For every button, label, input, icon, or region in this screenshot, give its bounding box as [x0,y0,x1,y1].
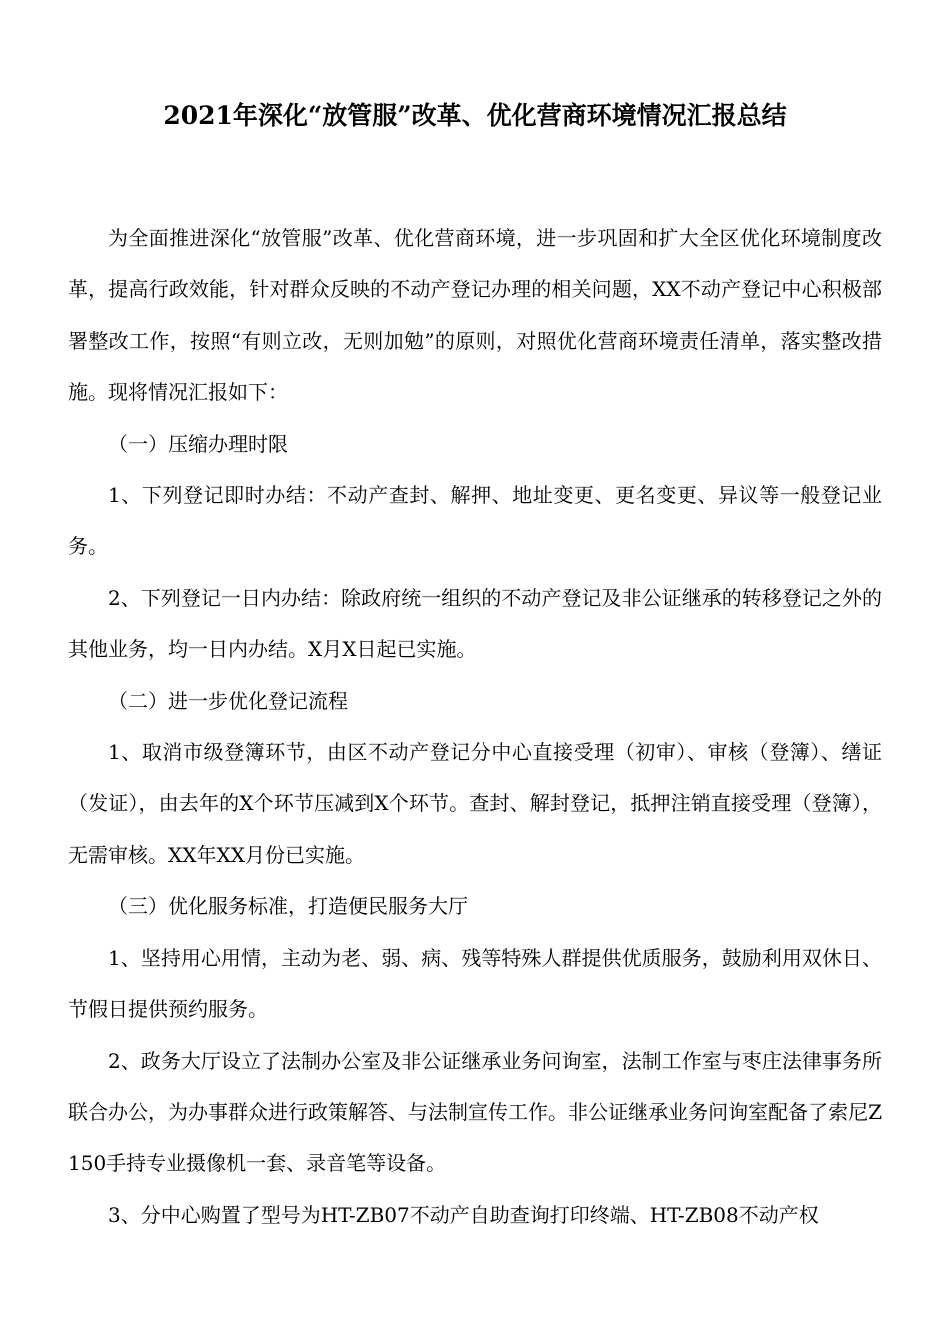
document-body [68,213,882,1241]
section-heading-2: （二）进一步优化登记流程 [108,688,348,713]
document-title: 2021年深化“放管服”改革、优化营商环境情况汇报总结 [163,101,787,130]
paragraph-3-3: 3、分中心购置了型号为HT-ZB07不动产自助查询打印终端、HT-ZB08不动产权 [108,1202,819,1227]
paragraph-1-2: 2、下列登记一日内办结：除政府统一组织的不动产登记及非公证继承的转移登记之外的其他业务，均一日内办结。X月X日起已实施。 [68,585,882,662]
section-heading-1: （一）压缩办理时限 [108,431,288,456]
section-heading-3: （三）优化服务标准，打造便民服务大厅 [108,894,468,919]
paragraph-1-1: 1、下列登记即时办结：不动产查封、解押、地址变更、更名变更、异议等一般登记业务。 [68,483,882,559]
paragraph-3-2: 2、政务大厅设立了法制办公室及非公证继承业务问询室，法制工作室与枣庄法律事务所联合办公，为办事群众进行政策解答、与法制宣传工作。非公证继承业务问询室配备了索尼Z150手持专业摄像机一套、录音笔等设备。 [68,1048,882,1176]
paragraph-2-1: 1、取消市级登簿环节，由区不动产登记分中心直接受理（初审）、审核（登簿）、缮证（发证），由去年的X个环节压减到X个环节。查封、解封登记，抵押注销直接受理（登簿），无需审核。XX年XX月份已实施。 [68,740,882,867]
intro-paragraph: 为全面推进深化“放管服”改革、优化营商环境，进一步巩固和扩大全区优化环境制度改革，提高行政效能，针对群众反映的不动产登记办理的相关问题，XX不动产登记中心积极部署整改工作，按照“有则立改，无则加勉”的原则，对照优化营商环境责任清单，落实整改措施。现将情况汇报如下： [68,226,882,405]
paragraph-3-1: 1、坚持用心用情，主动为老、弱、病、残等特殊人群提供优质服务，鼓励利用双休日、节假日提供预约服务。 [68,945,882,1022]
